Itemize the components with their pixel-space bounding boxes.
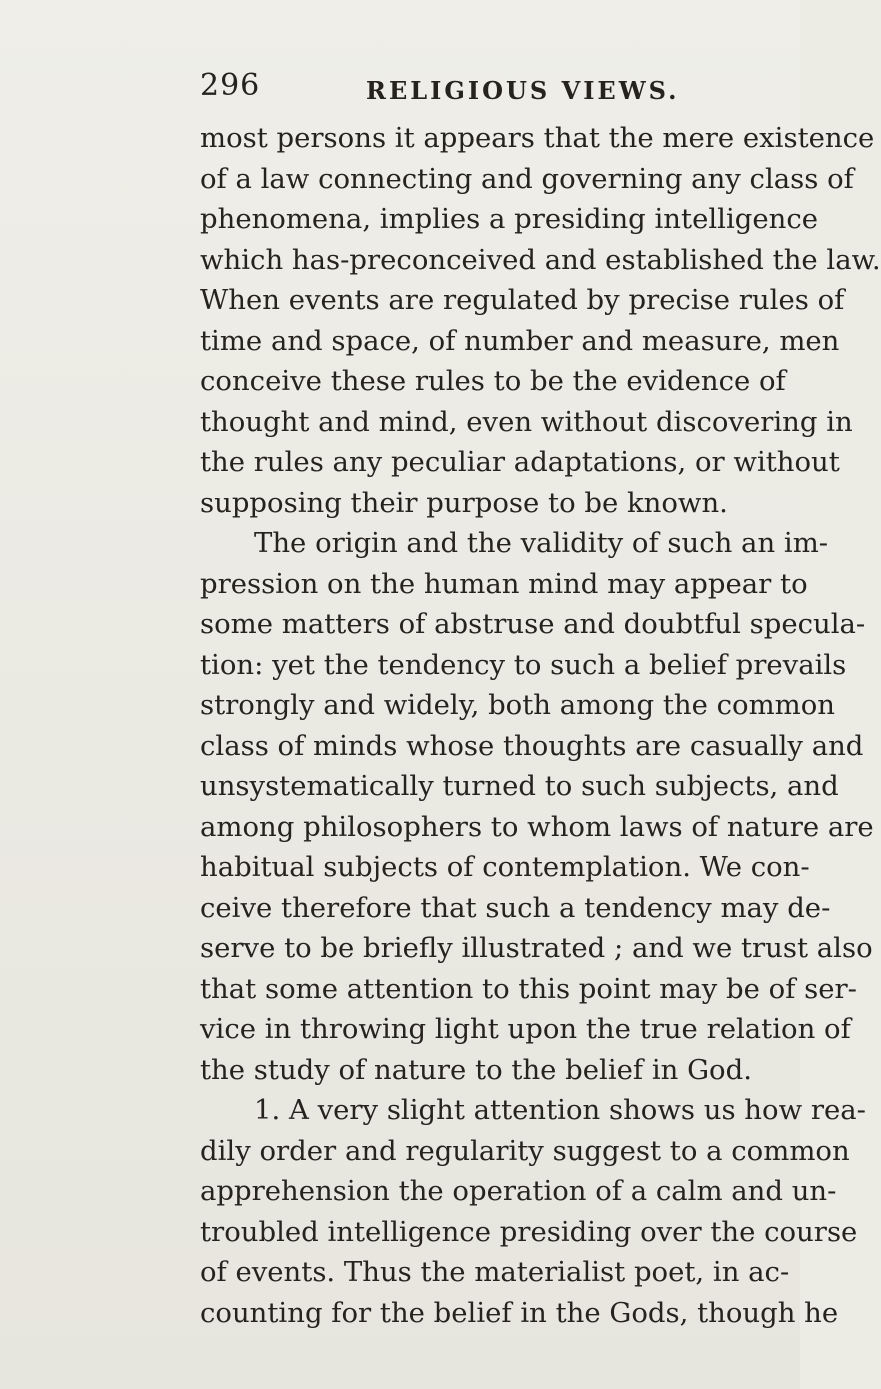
text-line: of a law connecting and governing any class of [200, 162, 854, 195]
text-line: among philosophers to whom laws of nature are [200, 810, 874, 843]
text-line: supposing their purpose to be known. [200, 486, 728, 519]
text-line: that some attention to this point may be of ser- [200, 972, 857, 1005]
text-line: The origin and the validity of such an im- [254, 527, 829, 559]
text-line: of events. Thus the materialist poet, in ac- [200, 1256, 790, 1288]
text-line: counting for the belief in the Gods, though he [200, 1296, 839, 1329]
text-line: most persons it appears that the mere existence [200, 122, 875, 154]
running-title: RELIGIOUS VIEWS. [366, 76, 680, 105]
text-line: unsystematically turned to such subjects, and [200, 770, 839, 802]
text-line: phenomena, implies a presiding intelligence [200, 203, 818, 235]
running-head [200, 68, 760, 112]
text-line: apprehension the operation of a calm and un- [200, 1175, 837, 1207]
text-line: 1. A very slight attention shows us how rea- [254, 1094, 866, 1126]
text-line: strongly and widely, both among the common [200, 689, 835, 721]
text-line: which has-preconceived and established the law. [200, 243, 881, 276]
text-line: troubled intelligence presiding over the course [200, 1215, 858, 1248]
text-line: tion: yet the tendency to such a belief prevails [200, 648, 847, 681]
text-line: habitual subjects of contemplation. We con- [200, 851, 810, 883]
text-line: When events are regulated by precise rules of [200, 284, 845, 316]
text-line: class of minds whose thoughts are casually and [200, 729, 864, 762]
text-line: the rules any peculiar adaptations, or without [200, 446, 840, 478]
text-line: some matters of abstruse and doubtful specula- [200, 608, 866, 640]
text-line: thought and mind, even without discovering in [200, 405, 853, 438]
text-line: vice in throwing light upon the true relation of [200, 1013, 851, 1045]
text-line: ceive therefore that such a tendency may de- [200, 891, 831, 924]
page-number: 296 [200, 68, 261, 103]
text-line: time and space, of number and measure, men [200, 324, 840, 357]
text-line: pression on the human mind may appear to [200, 567, 808, 600]
body-text [200, 118, 881, 1333]
text-line: dily order and regularity suggest to a common [200, 1134, 850, 1167]
text-line: the study of nature to the belief in God. [200, 1053, 752, 1086]
text-line: serve to be briefly illustrated ; and we trust also [200, 932, 873, 964]
text-line: conceive these rules to be the evidence of [200, 365, 786, 397]
